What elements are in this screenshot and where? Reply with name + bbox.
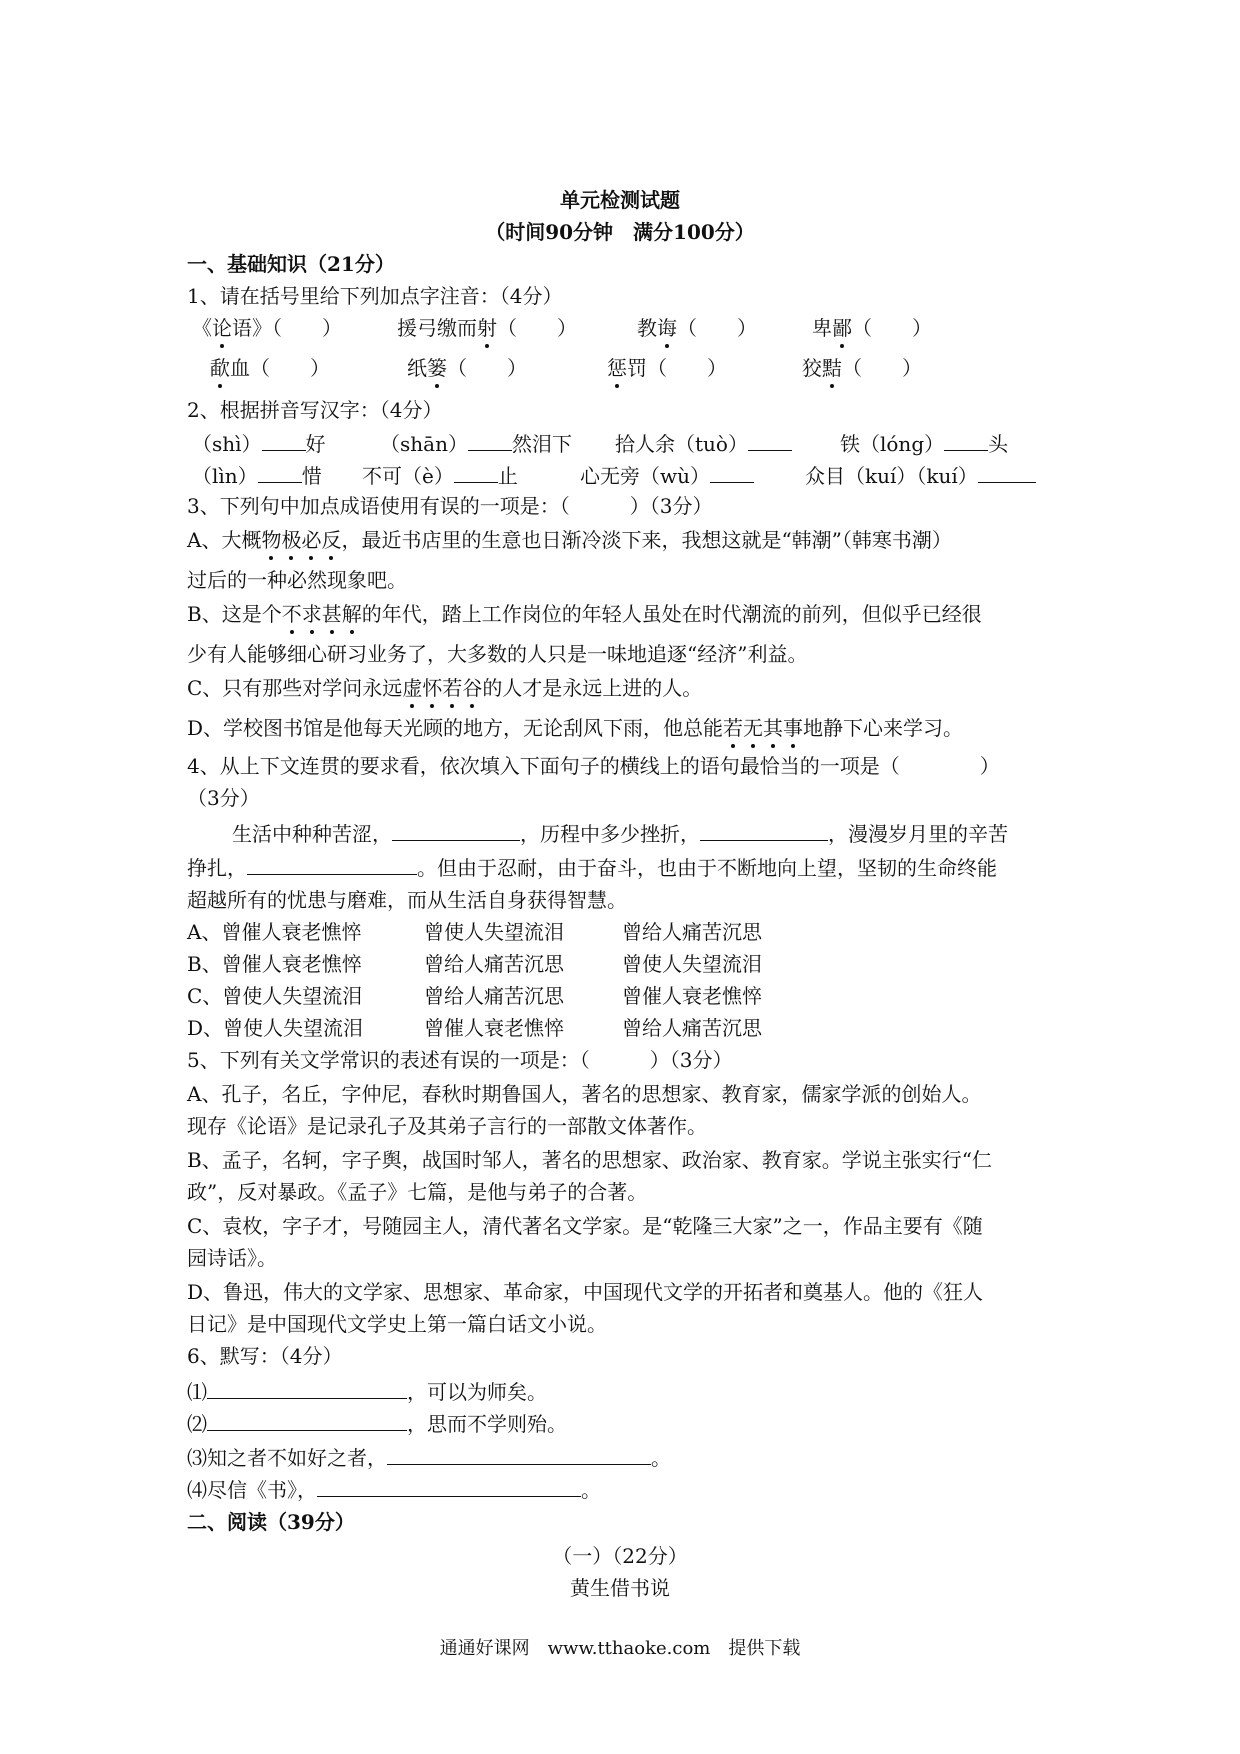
q2-item: （lìn） 惜 [192,460,322,490]
q5-line: A、孔子，名丘，字仲尼，春秋时期鲁国人，著名的思想家、教育家，儒家学派的创始人。 [187,1082,982,1106]
dotted-char: 物 [261,528,282,552]
q4-passage-line: 超越所有的忧患与磨难，而从生活自身获得智慧。 [187,888,627,912]
q4-option-row: B、曾催人衰老憔悴 曾给人痛苦沉思 曾使人失望流泪 [187,952,762,976]
q5-line: 日记》是中国现代文学史上第一篇白话文小说。 [187,1312,607,1336]
dotted-char: 其 [763,716,784,740]
q4-passage-line: 挣扎， 。但由于忍耐，由于奋斗，也由于不断地向上望，坚韧的生命终能 [187,852,997,882]
q5-line: B、孟子，名轲，字子舆，战国时邹人，著名的思想家、政治家、教育家。学说主张实行“仁 [187,1148,992,1172]
dotted-idiom [282,602,362,626]
q5-line: 园诗话》。 [187,1246,277,1270]
q3-option-d: D、学校图书馆是他每天光顾的地方，无论刮风下雨，他总能若无其事地静下心来学习。 [187,716,964,740]
q4-option-row: D、曾使人失望流泪 曾催人衰老憔悴 曾给人痛苦沉思 [187,1016,762,1040]
dotted-char: 怀 [422,676,443,700]
dotted-char: 求 [301,602,322,626]
q5-line: 现存《论语》是记录孔子及其弟子言行的一部散文体著作。 [187,1114,707,1138]
dotted-char: 极 [281,528,302,552]
q3-option-a-cont: 过后的一种必然现象吧。 [187,568,407,592]
dotted-char: 虚 [402,676,423,700]
dotted-char: 谷 [462,676,483,700]
q6-line: ⑵ ，思而不学则殆。 [187,1408,567,1438]
q2-stem: 2、根据拼音写汉字：（4分） [187,398,443,422]
q3-option-b: B、这是个不求甚解的年代，踏上工作岗位的年轻人虽处在时代潮流的前列，但似乎已经很 [187,602,982,626]
dotted-char: 解 [341,602,362,626]
q5-line: C、袁枚，字子才，号随园主人，清代著名文学家。是“乾隆三大家”之一，作品主要有《随 [187,1214,983,1238]
dotted-char: 事 [783,716,804,740]
q1-item: 教诲（ ） [637,316,757,340]
dotted-idiom [402,676,482,700]
q5-line: D、鲁迅，伟大的文学家、思想家、革命家，中国现代文学的开拓者和奠基人。他的《狂人 [187,1280,984,1304]
q3-option-c: C、只有那些对学问永远虚怀若谷的人才是永远上进的人。 [187,676,703,700]
q2-item: 不可（è） 止 [362,460,518,490]
q2-item: （shì） 好 [192,428,326,458]
dotted-char: 无 [743,716,764,740]
q4-score: （3分） [187,786,260,810]
q4-stem: 4、从上下文连贯的要求看，依次填入下面句子的横线上的语句最恰当的一项是（ ） [187,754,1000,778]
q1-item: 援弓缴而射（ ） [397,316,577,340]
q3-option-b-cont: 少有人能够细心研习业务了，大多数的人只是一味地追逐“经济”利益。 [187,642,808,666]
dotted-idiom [723,716,803,740]
q5-line: 政”，反对暴政。《孟子》七篇，是他与弟子的合著。 [187,1180,648,1204]
q1-item: 狡黠（ ） [802,356,922,380]
q2-item: （shān） 然泪下 [380,428,572,458]
q1-item: 卑鄙（ ） [812,316,932,340]
section-2-heading: 二、阅读（39分） [187,1510,355,1534]
dotted-char: 若 [442,676,463,700]
q1-item: 惩罚（ ） [607,356,727,380]
q6-line: ⑷尽信《书》， 。 [187,1474,601,1504]
q3-option-a: A、大概物极必反，最近书店里的生意也日渐冷淡下来，我想这就是“韩潮”（韩寒书潮） [187,528,952,552]
q2-item: 铁（lóng） 头 [840,428,1008,458]
q1-item: 纸篓（ ） [407,356,527,380]
dotted-char: 不 [281,602,302,626]
page-footer: 通通好课网 www.tthaoke.com 提供下载 [439,1638,801,1659]
q2-item: 心无旁（wù） [580,460,754,490]
q1-item: 《论语》（ ） [192,316,342,340]
q1-stem: 1、请在括号里给下列加点字注音：（4分） [187,284,563,308]
dotted-char: 若 [723,716,744,740]
exam-title: 单元检测试题 [560,188,680,212]
q2-item: 众目（kuí）（kuí） [805,460,1036,490]
exam-subtitle: （时间90分钟 满分100分） [485,220,755,244]
q6-line: ⑶知之者不如好之者， 。 [187,1442,671,1472]
dotted-char: 甚 [321,602,342,626]
dotted-idiom [261,528,341,552]
dotted-char: 反 [321,528,342,552]
q4-option-row: A、曾催人衰老憔悴 曾使人失望流泪 曾给人痛苦沉思 [187,920,762,944]
passage-title: 黄生借书说 [570,1576,670,1600]
q2-item: 拾人余（tuò） [615,428,792,458]
q5-stem: 5、下列有关文学常识的表述有误的一项是：（ ）（3分） [187,1048,733,1072]
q6-line: ⑴ ，可以为师矣。 [187,1376,547,1406]
dotted-char: 必 [301,528,322,552]
q3-stem: 3、下列句中加点成语使用有误的一项是：（ ）（3分） [187,494,713,518]
section-1-heading: 一、基础知识（21分） [187,252,395,276]
q6-stem: 6、默写：（4分） [187,1344,343,1368]
q1-item: 歃血（ ） [210,356,330,380]
q4-option-row: C、曾使人失望流泪 曾给人痛苦沉思 曾催人衰老憔悴 [187,984,762,1008]
part-1-heading: （一）（22分） [552,1544,688,1568]
q4-passage-line: 生活中种种苦涩， ，历程中多少挫折， ，漫漫岁月里的辛苦 [232,818,1008,848]
